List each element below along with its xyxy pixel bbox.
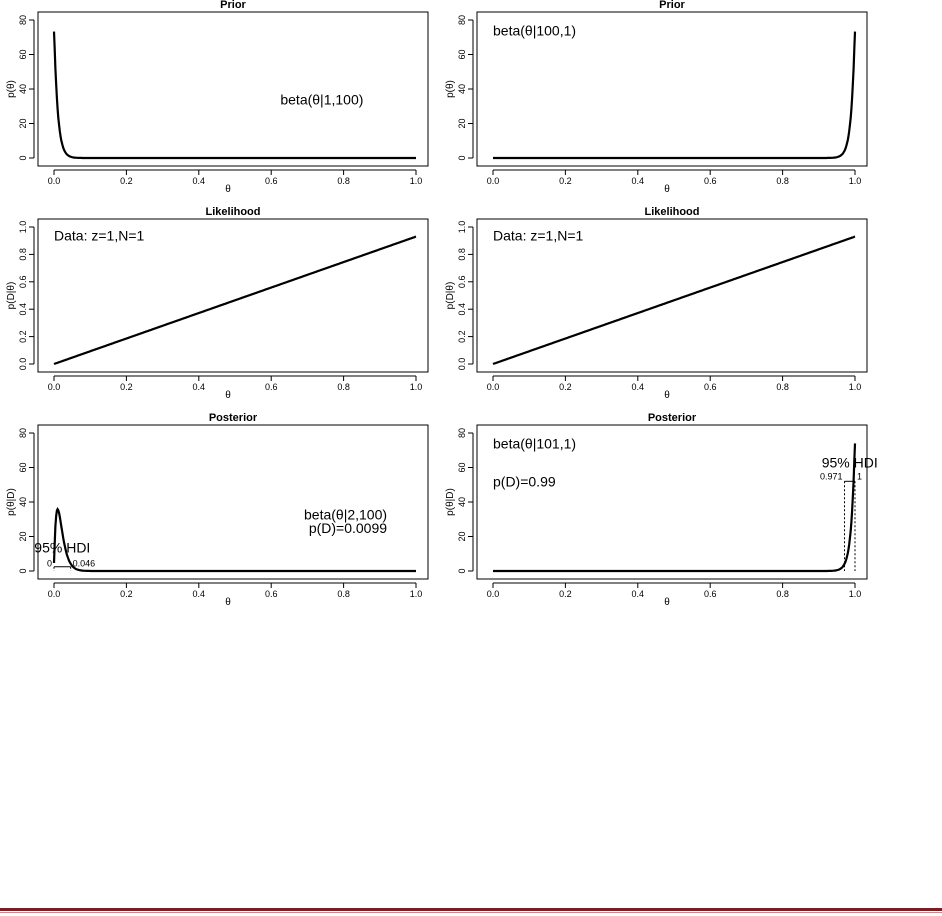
hdi-label: 95% HDI <box>821 454 878 471</box>
x-tick-label: 0.0 <box>47 589 61 599</box>
x-tick-label: 0.4 <box>631 382 645 392</box>
x-tick-label: 0.2 <box>559 176 572 186</box>
y-tick-label: 0.8 <box>457 248 467 261</box>
panel-posterior-left <box>6 412 428 608</box>
hdi-high-label: 1 <box>857 471 863 482</box>
curve-line <box>493 32 855 158</box>
y-axis-label: p(D|θ) <box>6 281 17 310</box>
annotation-label: p(D)=0.0099 <box>308 520 388 537</box>
y-axis-label: p(θ) <box>6 80 17 98</box>
plot-frame <box>38 12 428 166</box>
panel-title: Posterior <box>208 412 258 424</box>
y-tick-label: 0.8 <box>18 248 28 261</box>
y-tick-label: 0.0 <box>18 357 28 371</box>
panel-title: Likelihood <box>205 206 261 218</box>
curve-line <box>493 443 855 571</box>
x-tick-label: 0.6 <box>703 382 717 392</box>
y-tick-label: 60 <box>457 462 467 473</box>
y-tick-label: 80 <box>18 14 28 26</box>
panel-title: Posterior <box>647 412 697 424</box>
y-tick-label: 20 <box>18 531 28 542</box>
x-tick-label: 0.2 <box>120 176 133 186</box>
y-tick-label: 0 <box>18 568 28 574</box>
x-tick-label: 0.8 <box>337 176 350 186</box>
x-tick-label: 0.0 <box>486 382 500 392</box>
annotation-label: Data: z=1,N=1 <box>493 227 584 244</box>
y-tick-label: 40 <box>18 83 28 95</box>
panel-likelihood-right <box>445 206 867 401</box>
x-tick-label: 1.0 <box>848 382 862 392</box>
y-tick-label: 0.2 <box>18 330 28 343</box>
x-axis-label: θ <box>664 597 670 608</box>
annotation-label: p(D)=0.99 <box>493 473 556 490</box>
y-tick-label: 60 <box>18 462 28 473</box>
x-tick-label: 0.2 <box>559 589 572 599</box>
panel-likelihood-left <box>6 206 428 401</box>
x-tick-label: 0.0 <box>486 176 500 186</box>
panel-title: Prior <box>220 0 246 11</box>
panel-prior-left <box>6 0 428 195</box>
footer-rule <box>0 908 942 915</box>
y-tick-label: 40 <box>457 83 467 95</box>
x-axis-label: θ <box>225 597 231 608</box>
x-tick-label: 1.0 <box>409 382 423 392</box>
x-axis-label: θ <box>225 390 231 401</box>
panel-title: Likelihood <box>644 206 700 218</box>
y-axis-label: p(D|θ) <box>445 281 456 310</box>
y-tick-label: 40 <box>18 496 28 508</box>
x-axis-label: θ <box>664 184 670 195</box>
y-tick-label: 40 <box>457 496 467 508</box>
y-tick-label: 0.2 <box>457 330 467 343</box>
x-axis-label: θ <box>664 390 670 401</box>
plot-frame <box>38 425 428 579</box>
x-tick-label: 0.6 <box>703 176 717 186</box>
footer-rule-light <box>0 912 942 913</box>
y-tick-label: 20 <box>457 118 467 129</box>
y-tick-label: 0 <box>18 155 28 161</box>
x-tick-label: 0.6 <box>264 382 278 392</box>
y-tick-label: 0 <box>457 568 467 574</box>
x-tick-label: 0.4 <box>631 589 645 599</box>
y-tick-label: 20 <box>18 118 28 129</box>
x-tick-label: 0.4 <box>192 382 206 392</box>
hdi-label: 95% HDI <box>34 539 91 556</box>
x-tick-label: 0.6 <box>264 176 278 186</box>
x-tick-label: 0.8 <box>776 589 789 599</box>
hdi-high-label: 0.046 <box>72 558 96 569</box>
curve-line <box>493 237 855 364</box>
annotation-label: beta(θ|100,1) <box>493 22 577 39</box>
x-tick-label: 0.2 <box>559 382 572 392</box>
panel-prior-right <box>445 0 867 195</box>
footer-rule-dark <box>0 908 942 911</box>
y-tick-label: 0.6 <box>18 275 28 289</box>
x-tick-label: 0.2 <box>120 589 133 599</box>
y-tick-label: 0 <box>457 155 467 161</box>
y-axis-label: p(θ|D) <box>6 488 17 516</box>
panel-title: Prior <box>659 0 685 11</box>
y-tick-label: 60 <box>18 49 28 60</box>
panel-posterior-right <box>445 412 878 608</box>
x-tick-label: 1.0 <box>409 589 423 599</box>
y-tick-label: 1.0 <box>457 220 467 234</box>
y-axis-label: p(θ) <box>445 80 456 98</box>
x-tick-label: 0.2 <box>120 382 133 392</box>
y-tick-label: 1.0 <box>18 220 28 234</box>
annotation-label: beta(θ|2,100) <box>304 506 388 523</box>
x-tick-label: 0.8 <box>776 382 789 392</box>
x-tick-label: 0.6 <box>264 589 278 599</box>
x-tick-label: 0.4 <box>192 176 206 186</box>
x-tick-label: 0.0 <box>47 382 61 392</box>
annotation-label: Data: z=1,N=1 <box>54 227 145 244</box>
x-tick-label: 0.8 <box>776 176 789 186</box>
y-tick-label: 0.4 <box>457 302 467 316</box>
annotation-label: beta(θ|101,1) <box>493 435 577 452</box>
hdi-low-label: 0.971 <box>819 471 843 482</box>
annotation-label: beta(θ|1,100) <box>280 91 364 108</box>
x-tick-label: 1.0 <box>848 589 862 599</box>
hdi-low-label: 0 <box>46 558 52 569</box>
x-tick-label: 0.8 <box>337 589 350 599</box>
x-tick-label: 0.0 <box>47 176 61 186</box>
x-tick-label: 0.4 <box>631 176 645 186</box>
y-axis-label: p(θ|D) <box>445 488 456 516</box>
y-tick-label: 0.0 <box>457 357 467 371</box>
curve-line <box>54 237 416 364</box>
x-tick-label: 1.0 <box>848 176 862 186</box>
x-tick-label: 0.0 <box>486 589 500 599</box>
y-tick-label: 60 <box>457 49 467 60</box>
y-tick-label: 0.6 <box>457 275 467 289</box>
x-tick-label: 1.0 <box>409 176 423 186</box>
x-tick-label: 0.4 <box>192 589 206 599</box>
y-tick-label: 80 <box>18 427 28 439</box>
x-tick-label: 0.6 <box>703 589 717 599</box>
x-axis-label: θ <box>225 184 231 195</box>
x-tick-label: 0.8 <box>337 382 350 392</box>
y-tick-label: 80 <box>457 427 467 439</box>
y-tick-label: 0.4 <box>18 302 28 316</box>
y-tick-label: 20 <box>457 531 467 542</box>
y-tick-label: 80 <box>457 14 467 26</box>
